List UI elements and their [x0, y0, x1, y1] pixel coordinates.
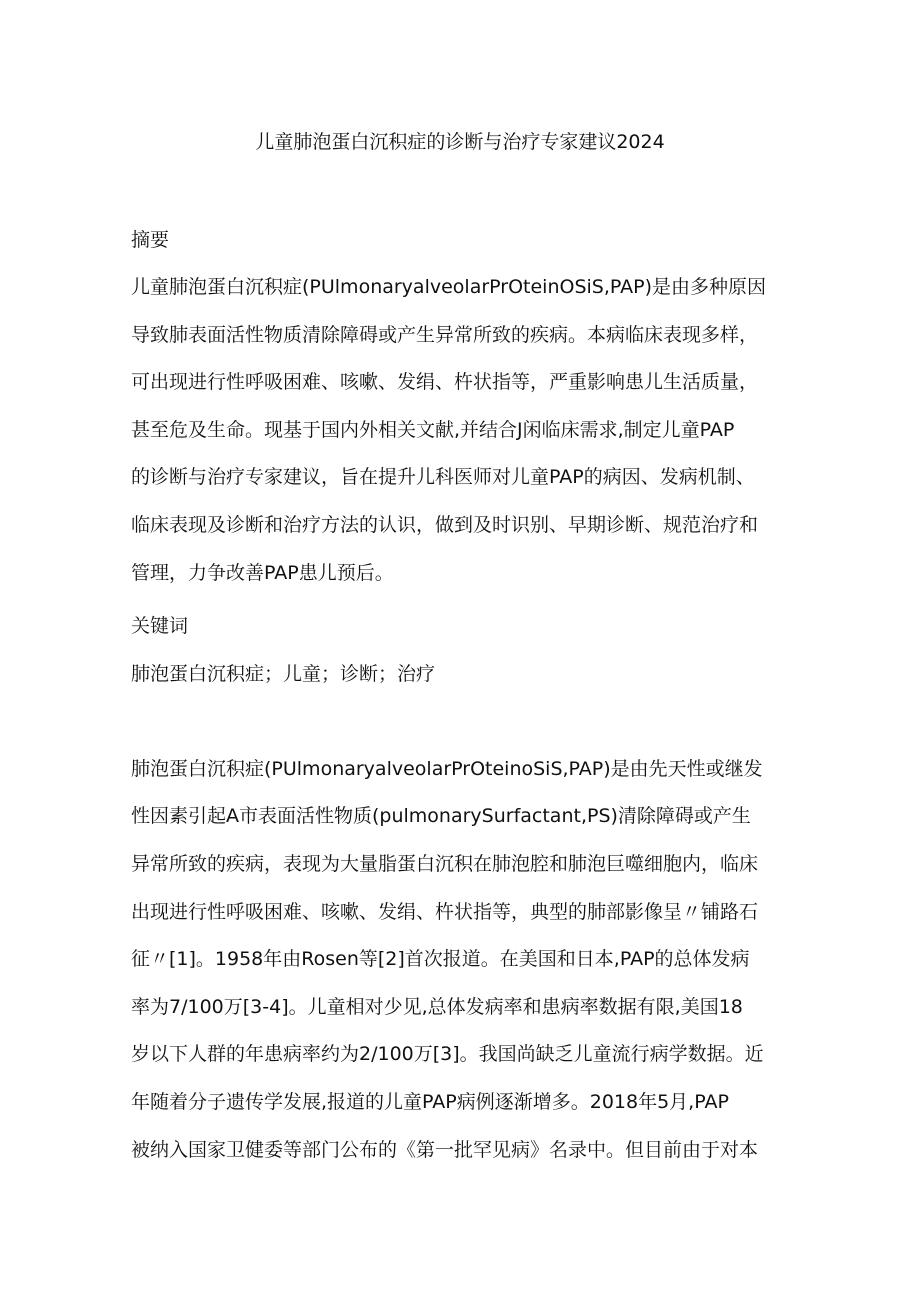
abstract-line: 临床表现及诊断和治疗方法的认识，做到及时识别、早期诊断、规范治疗和 [131, 514, 759, 536]
body-line: 性因素引起A市表面活性物质(pulmonarySurfactant,PS)清除障碍或产生 [131, 805, 751, 827]
body-line: 征〃[1]。1958年由Rosen等[2]首次报道。在美国和日本,PAP的总体发病 [131, 948, 750, 970]
body-line: 异常所致的疾病，表现为大量脂蛋白沉积在肺泡腔和肺泡巨噬细胞内，临床 [131, 853, 759, 875]
body-line: 出现进行性呼吸困难、咳嗽、发绢、杵状指等，典型的肺部影像呈〃铺路石 [131, 901, 759, 923]
body-line: 肺泡蛋白沉积症(PUlmonaryalveolarPrOteinoSiS,PAP)是由先天性或继发 [131, 758, 763, 780]
body-line: 率为7/100万[3-4]。儿童相对少见,总体发病率和患病率数据有限,美国18 [131, 996, 743, 1018]
abstract-line: 可出现进行性呼吸困难、咳嗽、发绢、杵状指等，严重影响患儿生活质量， [131, 371, 759, 393]
abstract-line: 儿童肺泡蛋白沉积症(PUlmonaryalveolarPrOteinOSiS,PAP)是由多种原因 [131, 276, 766, 298]
body-line: 岁以下人群的年患病率约为2/100万[3]。我国尚缺乏儿童流行病学数据。近 [131, 1043, 764, 1065]
abstract-line: 导致肺表面活性物质清除障碍或产生异常所致的疾病。本病临床表现多样， [131, 324, 759, 346]
body-line: 被纳入国家卫健委等部门公布的《第一批罕见病》名录中。但目前由于对本 [131, 1139, 759, 1161]
abstract-line: 管理，力争改善PAP患儿预后。 [131, 562, 394, 584]
keywords-heading: 关键词 [131, 615, 189, 637]
body-line: 年随着分子遗传学发展,报道的儿童PAP病例逐渐增多。2018年5月,PAP [131, 1091, 729, 1113]
abstract-heading: 摘要 [131, 229, 170, 251]
abstract-line: 甚至危及生命。现基于国内外相关文献,并结合J闲临床需求,制定儿童PAP [131, 419, 735, 441]
abstract-line: 的诊断与治疗专家建议，旨在提升儿科医师对儿童PAP的病因、发病机制、 [131, 466, 755, 488]
keywords-line: 肺泡蛋白沉积症；儿童；诊断；治疗 [131, 663, 436, 685]
document-title: 儿童肺泡蛋白沉积症的诊断与治疗专家建议2024 [255, 131, 665, 153]
